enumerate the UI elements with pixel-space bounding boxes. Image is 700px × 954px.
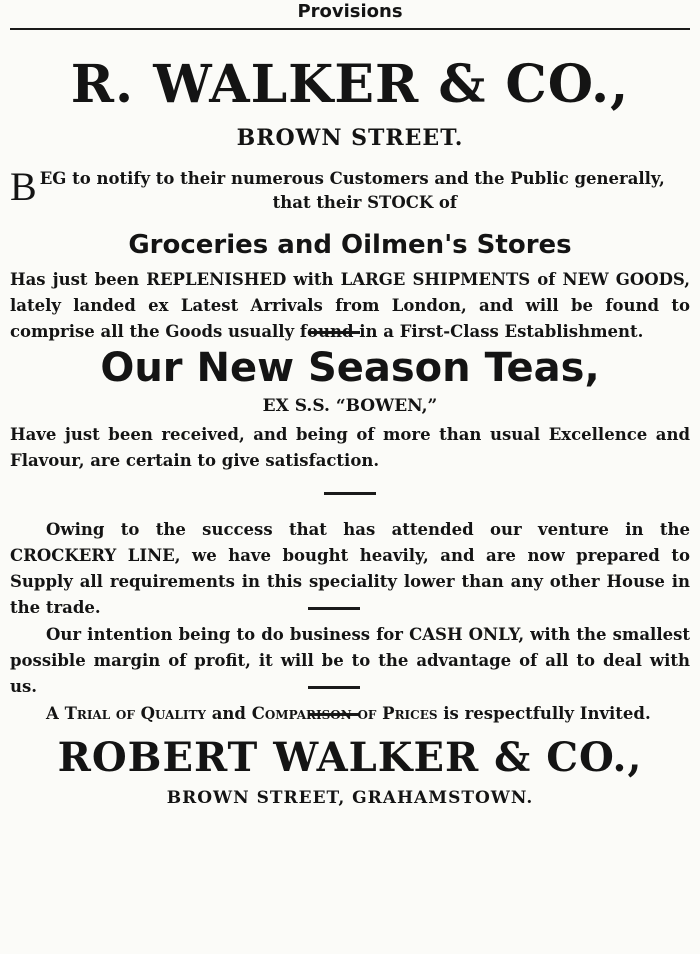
footer-address: BROWN STREET, GRAHAMSTOWN. bbox=[166, 788, 534, 808]
groceries-heading: Groceries and Oilmen's Stores bbox=[128, 230, 572, 260]
crockery-paragraph: Owing to the success that has attended our venture in the CROCKERY LINE, we have bought heavily, and are now prepared to Supply all requirements in this speciality lower than any other House in the trade. bbox=[10, 520, 690, 617]
trial-word: and bbox=[211, 704, 246, 723]
trial-prices-phrase: Comparison of Prices bbox=[251, 704, 438, 723]
intro-paragraph bbox=[10, 164, 690, 215]
teas-paragraph: Have just been received, and being of more than usual Excellence and Flavour, are certain to give satisfaction. bbox=[10, 425, 690, 470]
intro-line-1: EG to notify to their numerous Customers and the Public generally, bbox=[39, 169, 665, 188]
trial-quality-phrase: Trial of Quality bbox=[64, 704, 206, 723]
teas-heading: Our New Season Teas, bbox=[100, 345, 600, 391]
section-heading: Provisions bbox=[297, 1, 403, 22]
ship-line: EX S.S. “BOWEN,” bbox=[262, 396, 438, 416]
heading-rule bbox=[10, 28, 690, 30]
stock-paragraph: Has just been REPLENISHED with LARGE SHIPMENTS of NEW GOODS, lately landed ex Latest Arrivals from London, and will be found to comprise all the Goods usually found in a First-Class Establishment. bbox=[10, 270, 690, 341]
footer-firm-name: ROBERT WALKER & CO., bbox=[57, 734, 643, 781]
drop-cap: B bbox=[10, 164, 37, 209]
trial-paragraph bbox=[10, 701, 690, 727]
trial-word: A bbox=[46, 704, 59, 723]
trial-word: is respectfully Invited. bbox=[443, 704, 651, 723]
cash-paragraph: Our intention being to do business for CASH ONLY, with the smallest possible margin of profit, it will be to the advantage of all to deal with us. bbox=[10, 625, 690, 696]
street-line: BROWN STREET. bbox=[236, 125, 464, 151]
firm-name: R. WALKER & CO., bbox=[70, 54, 630, 115]
intro-line-2: that their STOCK of bbox=[272, 193, 458, 212]
